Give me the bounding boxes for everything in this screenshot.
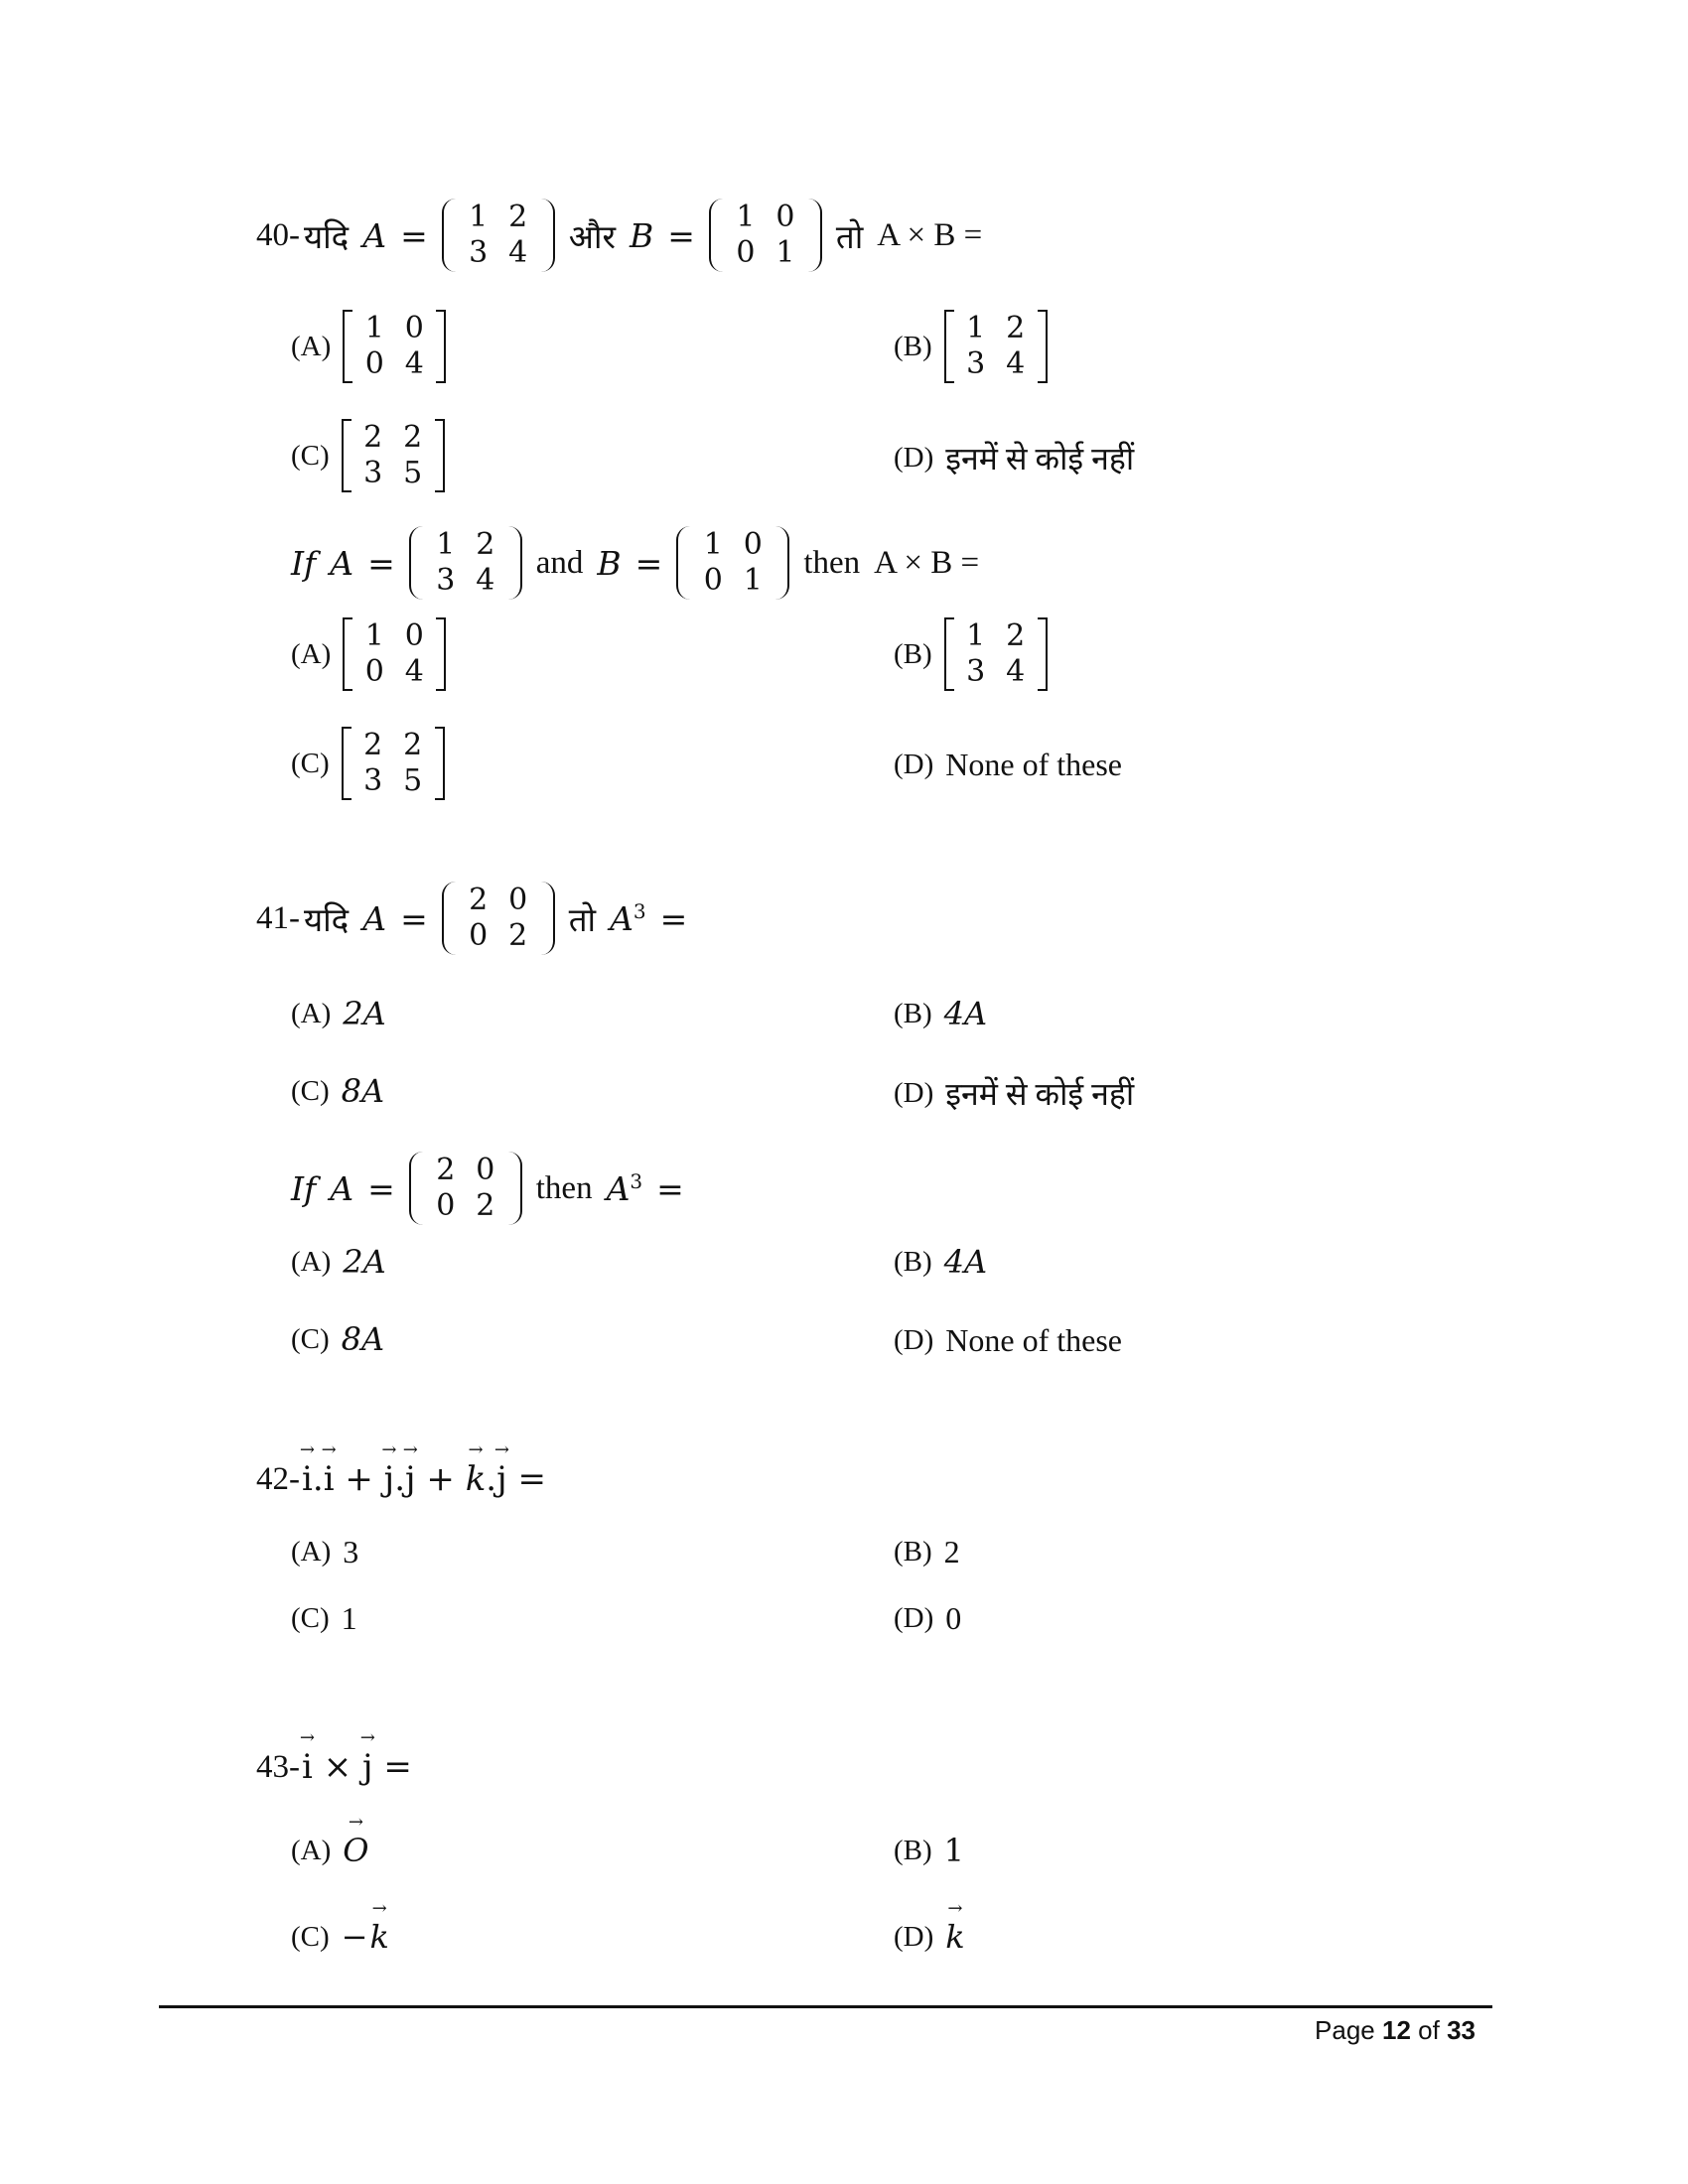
question-number: 41- [256,899,300,936]
option-b[interactable]: (B) 1 2 3 4 [894,617,1048,691]
english-if: If [291,543,317,583]
option-matrix: 1 2 3 4 [944,617,1048,691]
footer-divider [159,2005,1492,2008]
option-c[interactable]: (C) − → k [291,1918,389,1956]
question-43 [256,1747,412,1787]
matrix-a: 2 0 0 2 [442,882,555,955]
option-a[interactable]: (A) 2A [291,1243,386,1281]
question-number: 43- [256,1748,300,1785]
a-cubed: $A^3$ [610,898,646,938]
question-number: 40- [256,216,300,253]
english-and: and [535,544,584,581]
option-a[interactable]: (A) 2A [291,995,386,1032]
option-b[interactable]: (B) 2 [894,1534,960,1570]
option-c[interactable]: (C) 2 2 3 5 [291,727,445,800]
matrix-b: 1 0 0 1 [709,199,822,272]
question-40-english: If A = 1 2 3 4 and B = 1 0 0 1 then A × B = [291,527,980,598]
matrix-a: 1 2 3 4 [442,199,555,272]
option-d[interactable]: (D) None of these [894,1322,1122,1358]
matrix-b: 1 0 0 1 [676,526,789,600]
question-41-english: If A = 2 0 0 2 then $A^3$ = [291,1153,684,1223]
cross-expression: → i × → j = [302,1747,412,1787]
equals: = [400,215,428,255]
option-d[interactable]: (D) 0 [894,1600,962,1636]
option-d[interactable]: (D) इनमें से कोई नहीं [894,1076,1135,1112]
option-matrix: 1 2 3 4 [944,310,1048,383]
option-b[interactable]: (B) 1 [894,1832,965,1869]
option-matrix: 1 0 0 4 [343,310,446,383]
option-a[interactable]: (A) 1 0 0 4 [291,617,446,691]
hindi-then: तो [835,219,864,256]
var-b: B [629,215,654,255]
question-41-hindi: 41- यदि A = 2 0 0 2 तो $A^3$ = [256,883,688,953]
hindi-and: और [568,219,616,256]
hindi-if: यदि [304,219,350,256]
question-40-hindi: 40- यदि A = 1 2 3 4 और B = 1 0 0 1 तो A × B = [256,200,983,270]
option-d[interactable]: (D) None of these [894,747,1122,782]
matrix-a: 1 2 3 4 [409,526,522,600]
page-number: Page 12 of 33 [1315,2015,1476,2045]
question-tail: A × B = [877,216,983,253]
option-c[interactable]: (C) 8A [291,1320,385,1358]
english-then: then [803,544,861,581]
option-c[interactable]: (C) 8A [291,1072,385,1110]
option-matrix: 2 2 3 5 [342,727,445,800]
question-number: 42- [256,1460,300,1497]
option-b[interactable]: (B) 4A [894,995,988,1032]
option-matrix: 1 0 0 4 [343,617,446,691]
option-a[interactable]: (A) 1 0 0 4 [291,310,446,383]
option-a[interactable]: (A) → O [291,1832,369,1869]
option-matrix: 2 2 3 5 [342,419,445,492]
option-d[interactable]: (D) → k [894,1918,965,1956]
option-d[interactable]: (D) इनमें से कोई नहीं [894,441,1135,477]
option-a[interactable]: (A) 3 [291,1534,359,1570]
var-a: A [362,215,387,255]
dot-expression: → i.→ i + → j.→ j + → k.→ j = [302,1459,546,1499]
option-c[interactable]: (C) 1 [291,1600,357,1636]
option-b[interactable]: (B) 4A [894,1243,988,1281]
option-c[interactable]: (C) 2 2 3 5 [291,419,445,492]
a-cubed: $A^3$ [606,1168,643,1208]
question-42 [256,1459,546,1499]
option-b[interactable]: (B) 1 2 3 4 [894,310,1048,383]
matrix-a: 2 0 0 2 [409,1152,522,1225]
